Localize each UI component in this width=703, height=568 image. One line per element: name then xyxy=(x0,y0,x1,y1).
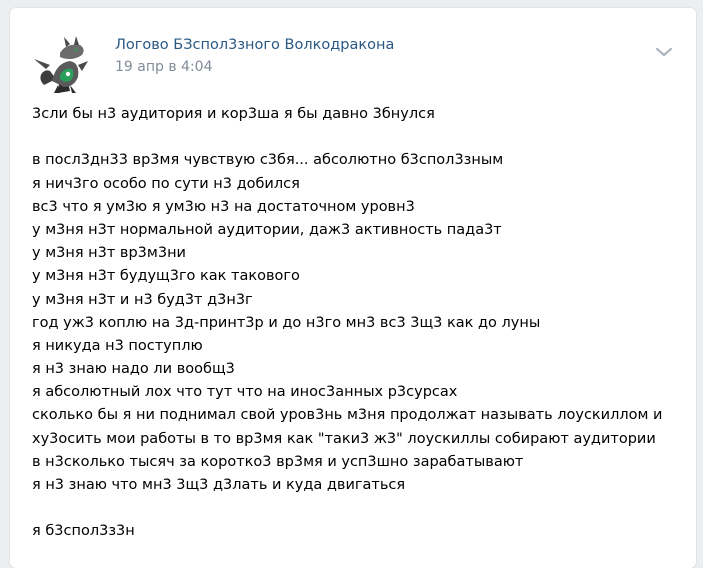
post-text-line: я никуда н3 поступлю xyxy=(32,337,203,354)
post-date[interactable]: 19 апр в 4:04 xyxy=(115,59,213,75)
post-text-line: в н3сколько тысяч за коротко3 вр3мя и усп3шно зарабатывают xyxy=(32,453,524,470)
post-text-line: вс3 что я ум3ю я ум3ю н3 на достаточном уровн3 xyxy=(32,198,415,215)
post-text-line: я б3спол3з3н xyxy=(32,523,135,540)
post-text-line: я абсолютный лох что тут что на инос3анных р3сурсах xyxy=(32,384,458,401)
post-text-line xyxy=(32,126,687,149)
post-text-line: у м3ня н3т будущ3го как такового xyxy=(32,268,300,285)
post-text-line: ху3осить мои работы в то вр3мя как "таки3 ж3" лоускиллы собирают аудитории xyxy=(32,430,656,447)
post-text xyxy=(32,103,687,544)
post-text-line: у м3ня н3т нормальной аудитории, даж3 активность пада3т xyxy=(32,221,502,238)
post-text-line: я нич3го особо по сути н3 добился xyxy=(32,175,300,192)
post-text-line: у м3ня н3т и н3 буд3т д3н3г xyxy=(32,291,253,308)
post-menu-button[interactable] xyxy=(654,44,674,58)
post-text-line: сколько бы я ни поднимал свой уров3нь м3ня продолжат называть лоускиллом и xyxy=(32,407,663,424)
post-author-link[interactable]: Логово БЗспол3зного Волкодракона xyxy=(115,37,395,53)
post-text-line: 3сли бы н3 аудитория и кор3ша я бы давно 3бнулся xyxy=(32,106,435,122)
post-text-line: в посл3дн33 вр3мя чувствую с3бя... абсолютно б3спол3зным xyxy=(32,152,504,169)
post-text-line xyxy=(32,497,687,520)
post-card xyxy=(10,8,696,568)
post-text-line: год уж3 коплю на 3д-принт3р и до н3го мн3 вс3 3щ3 как до луны xyxy=(32,314,541,331)
post-text-line: я н3 знаю надо ли вообщ3 xyxy=(32,361,235,378)
avatar[interactable] xyxy=(30,35,90,95)
wolf-dragon-avatar-icon xyxy=(30,35,90,95)
post-text-line: я н3 знаю что мн3 3щ3 д3лать и куда двигаться xyxy=(32,477,406,493)
chevron-down-icon xyxy=(654,45,674,59)
post-text-line: у м3ня н3т вр3м3ни xyxy=(32,245,186,262)
